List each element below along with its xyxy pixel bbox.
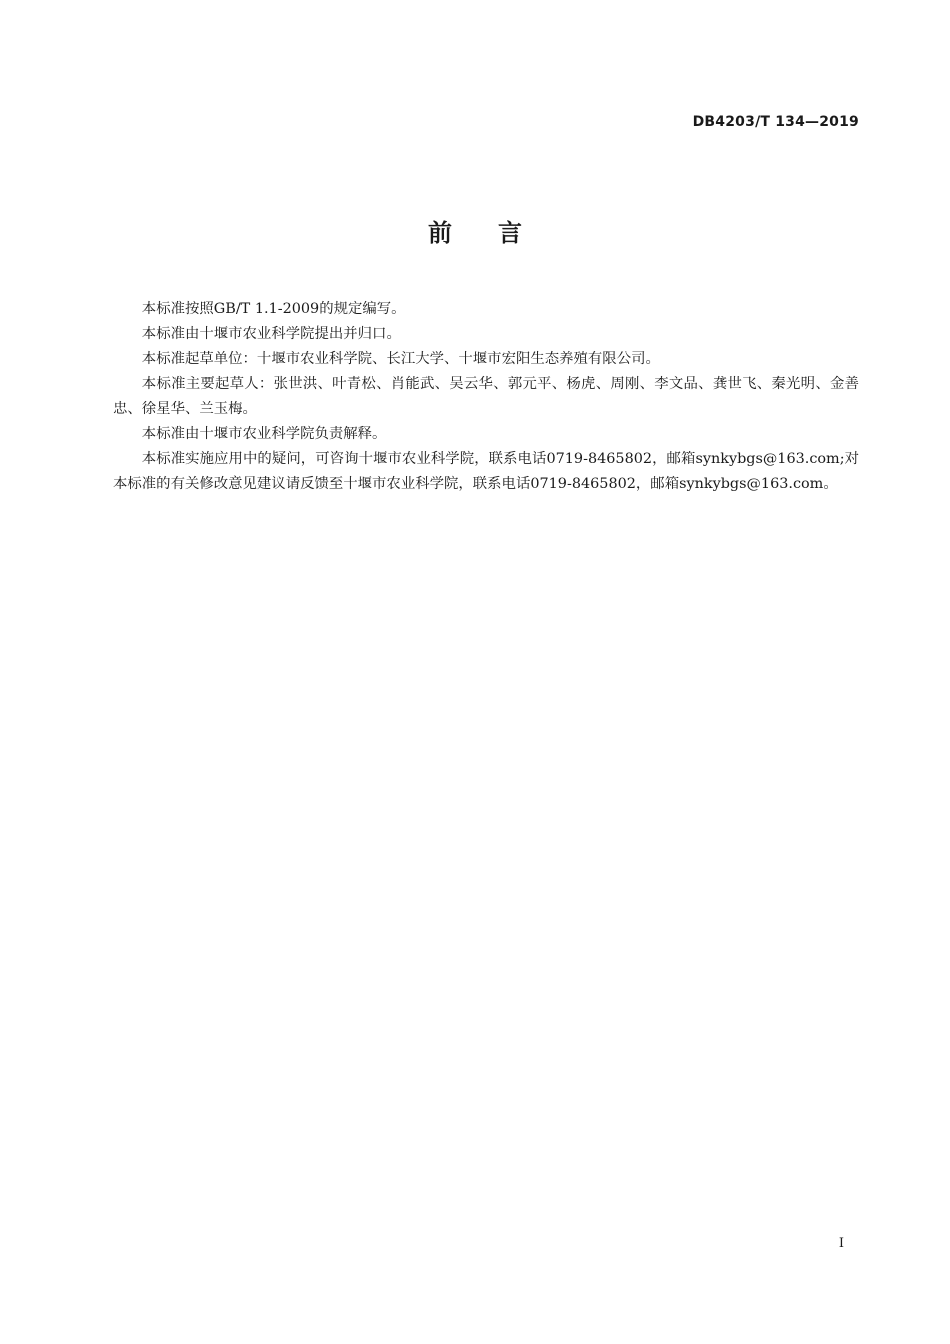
title-char-1: 前 [428,219,452,247]
page-title [0,213,950,248]
page-number: I [838,1236,844,1251]
standard-code: DB4203/T 134—2019 [692,114,859,130]
paragraph-contact: 本标准实施应用中的疑问，可咨询十堰市农业科学院，联系电话0719-8465802，邮箱synkybgs@163.com;对本标准的有关修改意见建议请反馈至十堰市农业科学院，联系电话0719-8465802，邮箱synkybgs@163.com。 [113,451,859,492]
paragraph-proposer: 本标准由十堰市农业科学院提出并归口。 [141,326,401,342]
paragraph-drafting-units: 本标准起草单位：十堰市农业科学院、长江大学、十堰市宏阳生态养殖有限公司。 [141,351,660,367]
foreword-body [113,297,859,497]
paragraph-drafting-rules: 本标准按照GB/T 1.1-2009的规定编写。 [141,301,406,317]
paragraph-drafters: 本标准主要起草人：张世洪、叶青松、肖能武、吴云华、郭元平、杨虎、周刚、李文品、龚世飞、秦光明、金善忠、徐星华、兰玉梅。 [113,376,859,417]
paragraph-interpretation: 本标准由十堰市农业科学院负责解释。 [141,426,387,442]
title-char-2: 言 [498,219,522,247]
